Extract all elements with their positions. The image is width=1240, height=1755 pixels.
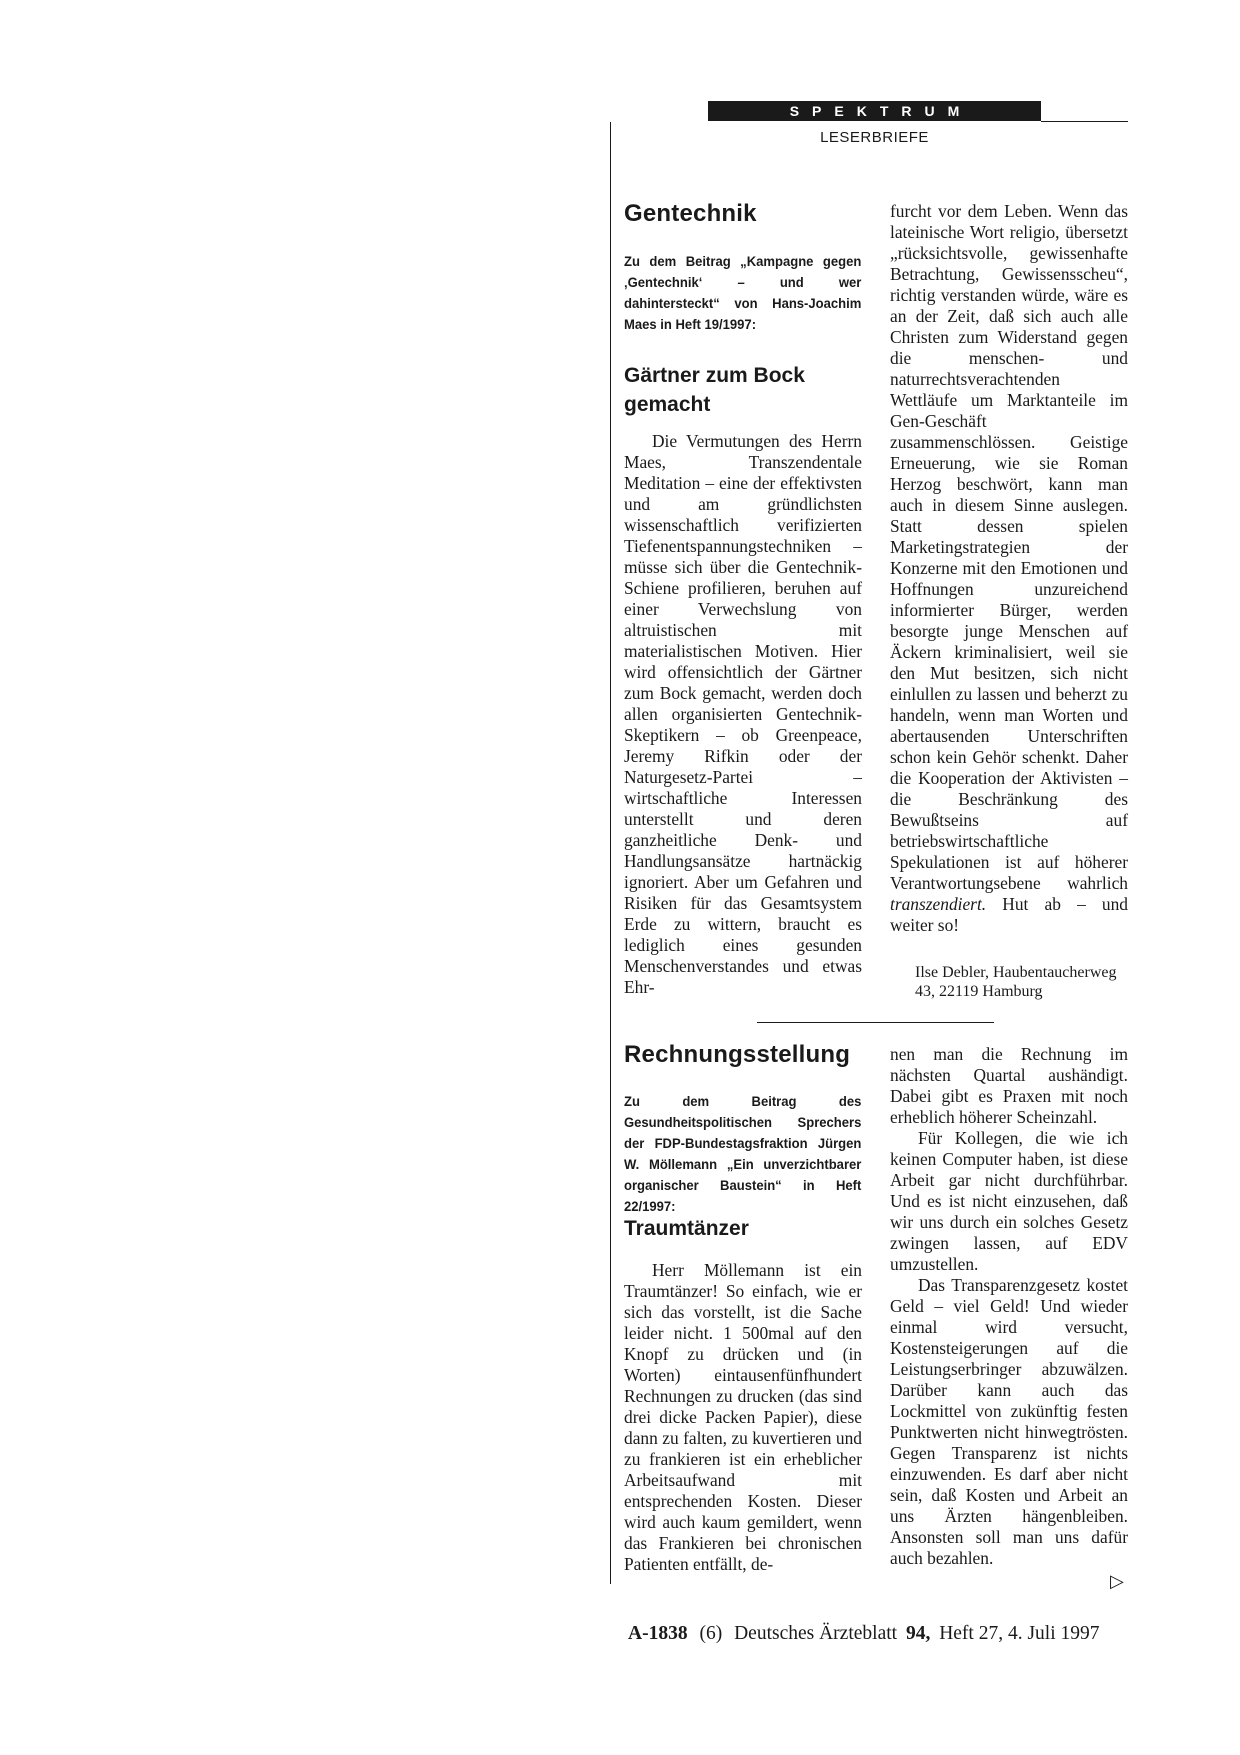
article-intro: Zu dem Beitrag des Gesundheitspolitischen Sprechers der FDP-Bundestagsfraktion Jürgen W. Möllemann „Ein unverzichtbarer organischer Baustein“ in Heft 22/1997: bbox=[624, 1094, 862, 1215]
letter-text: Herr Möllemann ist ein Traumtänzer! So einfach, wie er sich das vorstellt, ist die Sache leider nicht. 1 500mal auf den Knopf zu drücken und (in Worten) eintausenfünfhundert Rechnungen zu drucken (das sind drei dicke Packen Papier), diese dann zu falten, zu kuvertieren und zu frankieren ist ein erheblicher Arbeitsaufwand mit entsprechenden Kosten. Dieser wird auch kaum gemildert, wenn das Frankieren bei chronischen Patienten entfällt, de- bbox=[624, 1260, 862, 1574]
article-separator bbox=[757, 1022, 994, 1023]
continue-arrow-icon: ▷ bbox=[1110, 1571, 1124, 1592]
letter-paragraph: Für Kollegen, die wie ich keinen Computer haben, ist diese Arbeit gar nicht durchführbar. Und es ist nicht einzusehen, daß wir uns durch ein solches Gesetz zwingen lassen, auf EDV umzustellen. bbox=[890, 1128, 1128, 1274]
section-subheader: LESERBRIEFE bbox=[820, 129, 929, 146]
letter-text-italic: transzendiert. bbox=[890, 894, 987, 914]
letter-text: Die Vermutungen des Herrn Maes, Transzendentale Meditation – eine der effektivsten und am gründlichsten wissenschaftlich verifizierten Tiefenentspannungstechniken – müsse sich über die Gentechnik-Schiene profilieren, beruhen auf einer Verwechslung von altruistischen mit materialistischen Motiven. Hier wird offensichtlich der Gärtner zum Bock gemacht, werden doch allen organisierten Gentechnik-Skeptikern – ob Greenpeace, Jeremy Rifkin oder der Naturgesetz-Partei – wirtschaftliche Interessen unterstellt und deren ganzheitliche Denk- und Handlungsansätze hartnäckig ignoriert. Aber um Gefahren und Risiken für das Gesamtsystem Erde zu wittern, braucht es lediglich eines gesunden Menschenverstandes und etwas Ehr- bbox=[624, 431, 862, 997]
article-title: Gentechnik bbox=[624, 200, 757, 227]
letter-title: Gärtner zum Bock gemacht bbox=[624, 364, 805, 416]
letter-column-2 bbox=[890, 201, 1128, 936]
header-rule bbox=[1041, 121, 1128, 122]
publication-name: Deutsches Ärzteblatt bbox=[734, 1623, 898, 1644]
article-title: Rechnungsstellung bbox=[624, 1041, 851, 1068]
column-divider bbox=[610, 122, 611, 1584]
letter-title: Traumtänzer bbox=[624, 1217, 749, 1240]
letter-text-part: furcht vor dem Leben. Wenn das lateinische Wort religio, übersetzt „rücksichtsvolle, gewissenhafte Betrachtung, Gewissensscheu“, richtig verstanden würde, wäre es an der Zeit, daß sich auch alle Christen zum Widerstand gegen die menschen- und naturrechtsverachtenden Wettläufe um Marktanteile im Gen-Geschäft zusammenschlössen. Geistige Erneuerung, wie sie Roman Herzog beschwört, kann man auch in diesem Sinne auslegen. Statt dessen spielen Marketingstrategien der Konzerne mit den Emotionen und Hoffnungen unzureichend informierter Bürger, werden besorgte junge Menschen auf Äckern kriminalisiert, weil sie den Mut besitzen, sich nicht einlullen zu lassen und beherzt zu handeln, wenn man Worten und abertausenden Unterschriften schon kein Gehör schenkt. Daher die Kooperation der Aktivisten – die Beschränkung des Bewußtseins auf betriebswirtschaftliche Spekulationen ist auf höherer Verantwortungsebene wahrlich bbox=[890, 201, 1128, 893]
article-intro: Zu dem Beitrag „Kampagne gegen ‚Gentechnik‘ – und wer dahintersteckt“ von Hans-Joachim Maes in Heft 19/1997: bbox=[624, 254, 862, 333]
letter-signature: Ilse Debler, Haubentaucherweg 43, 22119 Hamburg bbox=[915, 964, 1117, 1000]
letter-paragraph: Das Transparenzgesetz kostet Geld – viel Geld! Und wieder einmal wird versucht, Kostensteigerungen auf die Leistungserbringer abzuwälzen. Darüber kann auch das Lockmittel von zukünftig festen Punktwerten nicht hinwegtrösten. Gegen Transparenz ist nichts einzuwenden. Es darf aber nicht sein, daß Kosten und Arbeit an uns Ärzten hängenbleiben. Ansonsten soll man uns dafür auch bezahlen. bbox=[890, 1275, 1128, 1568]
page-footer bbox=[628, 1623, 1107, 1645]
letter-column-2 bbox=[890, 1044, 1128, 1569]
letter-text bbox=[890, 201, 1128, 936]
letter-text-part: Hut ab – und weiter so! bbox=[890, 894, 1128, 935]
section-header: SPEKTRUM bbox=[708, 101, 1041, 121]
volume-number: 94, bbox=[905, 1623, 931, 1644]
letter-paragraph: nen man die Rechnung im nächsten Quartal aushändigt. Dabei gibt es Praxen mit noch erheblich höherer Scheinzahl. bbox=[890, 1044, 1128, 1127]
issue-date: Heft 27, 4. Juli 1997 bbox=[939, 1623, 1100, 1644]
page-number: A-1838 bbox=[628, 1623, 688, 1644]
letter-column-1 bbox=[624, 431, 862, 998]
letter-column-1 bbox=[624, 1260, 862, 1575]
page-number-alt: (6) bbox=[699, 1623, 723, 1644]
